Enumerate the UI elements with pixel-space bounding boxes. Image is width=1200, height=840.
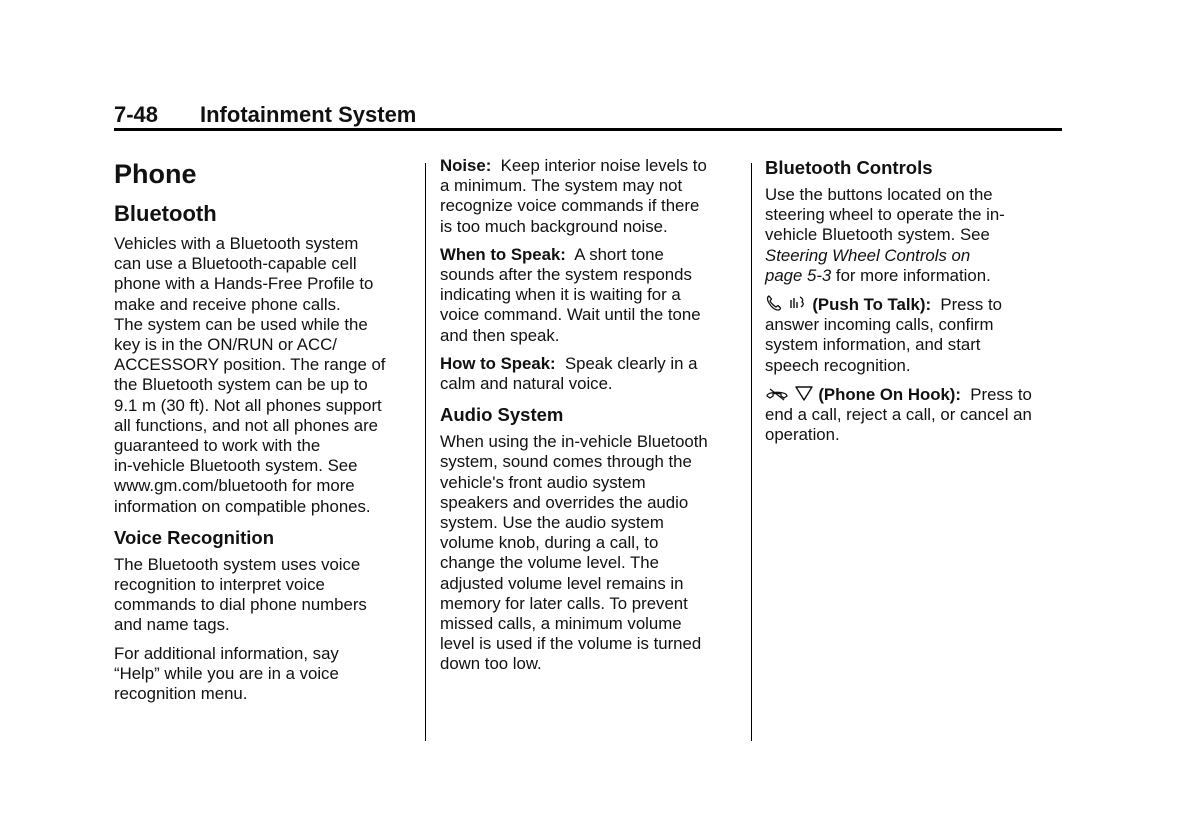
text-line: in-vehicle Bluetooth system. See <box>114 456 358 476</box>
bluetooth-controls-heading: Bluetooth Controls <box>765 157 933 178</box>
text-line: system information, and start <box>765 335 981 355</box>
when-to-speak-paragraph <box>440 245 740 346</box>
text-line: ACCESSORY position. The range of <box>114 355 386 375</box>
text-line: all functions, and not all phones are <box>114 415 379 435</box>
text-line: memory for later calls. To prevent <box>440 593 688 613</box>
text-line: system. Use the audio system <box>440 513 664 533</box>
bluetooth-intro <box>114 234 414 517</box>
text-line: speech recognition. <box>765 355 911 375</box>
text-line: “Help” while you are in a voice <box>114 663 339 683</box>
text-line: The system can be used while the <box>114 314 368 334</box>
when-to-speak-label: When to Speak: <box>440 244 566 264</box>
voice-recognition-paragraph-2 <box>114 644 414 705</box>
text-line: Speak clearly in a <box>564 353 698 373</box>
column-2 <box>440 156 740 683</box>
text-line: The Bluetooth system uses voice <box>114 554 361 574</box>
text-line: answer incoming calls, confirm <box>765 315 994 335</box>
audio-system-heading: Audio System <box>440 404 564 426</box>
text-line: commands to dial phone numbers <box>114 595 367 615</box>
text-line: make and receive phone calls. <box>114 294 341 314</box>
phone-on-hook-label: (Phone On Hook): <box>818 384 961 404</box>
text-line: recognition to interpret voice <box>114 575 325 595</box>
column-1 <box>114 156 414 712</box>
noise-paragraph <box>440 156 740 237</box>
text-line: Use the buttons located on the <box>765 185 993 204</box>
text-line: Keep interior noise levels to <box>500 156 707 175</box>
text-line: speakers and overrides the audio <box>440 492 689 512</box>
how-to-speak-label: How to Speak: <box>440 353 556 373</box>
text-line: recognize voice commands if there <box>440 196 700 216</box>
text-line: a minimum. The system may not <box>440 176 683 196</box>
text-line: end a call, reject a call, or cancel an <box>765 405 1032 425</box>
column-divider-1 <box>425 163 426 741</box>
text-line: level is used if the volume is turned <box>440 634 702 654</box>
text-line: steering wheel to operate the in- <box>765 205 1005 225</box>
audio-system-paragraph <box>440 432 740 674</box>
text-line: down too low. <box>440 654 542 674</box>
down-triangle-icon <box>794 384 814 402</box>
how-to-speak-paragraph <box>440 354 740 394</box>
text-line: and then speak. <box>440 325 560 345</box>
header-rule <box>114 128 1062 131</box>
text-line: 9.1 m (30 ft). Not all phones support <box>114 395 382 415</box>
bluetooth-heading: Bluetooth <box>114 201 217 226</box>
push-to-talk-paragraph <box>765 294 1065 376</box>
voice-speak-icon <box>788 294 808 312</box>
column-divider-2 <box>751 163 752 741</box>
section-title: Infotainment System <box>200 102 417 127</box>
voice-recognition-heading: Voice Recognition <box>114 526 275 548</box>
text-line: vehicle Bluetooth system. See <box>765 225 990 245</box>
text-line: adjusted volume level remains in <box>440 573 684 593</box>
bluetooth-controls-paragraph <box>765 185 1065 286</box>
page-header <box>114 101 1062 129</box>
text-line: recognition menu. <box>114 684 248 704</box>
text-line: key is in the ON/RUN or ACC/ <box>114 335 337 355</box>
column-3 <box>765 156 1065 453</box>
phone-handset-icon <box>765 294 783 312</box>
text-line: guaranteed to work with the <box>114 436 321 456</box>
text-line: change the volume level. The <box>440 553 659 573</box>
text-line: for more information. <box>831 265 991 285</box>
text-line: system, sound comes through the <box>440 452 692 472</box>
voice-recognition-paragraph-1 <box>114 555 414 636</box>
text-line: www.gm.com/bluetooth for more <box>114 476 355 496</box>
text-line: vehicle's front audio system <box>440 472 646 492</box>
page-number: 7-48 <box>114 102 159 127</box>
cross-reference-link[interactable]: Steering Wheel Controls on <box>765 245 971 265</box>
text-line: A short tone <box>574 244 664 264</box>
noise-label: Noise: <box>440 156 492 175</box>
text-line: operation. <box>765 425 840 445</box>
text-line: calm and natural voice. <box>440 374 613 394</box>
text-line: is too much background noise. <box>440 216 668 236</box>
text-line: phone with a Hands-Free Profile to <box>114 274 374 294</box>
text-line: For additional information, say <box>114 643 339 663</box>
text-line: Press to <box>970 384 1032 404</box>
text-line: can use a Bluetooth-capable cell <box>114 254 357 274</box>
text-line: Vehicles with a Bluetooth system <box>114 234 359 253</box>
text-line: volume knob, during a call, to <box>440 533 659 553</box>
text-line: voice command. Wait until the tone <box>440 305 701 325</box>
text-line: information on compatible phones. <box>114 496 371 516</box>
text-line: Press to <box>940 295 1002 315</box>
cross-reference-page[interactable]: page 5-3 <box>765 265 832 285</box>
text-line: and name tags. <box>114 615 230 635</box>
text-line: sounds after the system responds <box>440 265 692 285</box>
text-line: When using the in-vehicle Bluetooth <box>440 432 708 452</box>
text-line: indicating when it is waiting for a <box>440 285 681 305</box>
text-line: the Bluetooth system can be up to <box>114 375 368 395</box>
text-line: missed calls, a minimum volume <box>440 614 682 634</box>
page-title: Phone <box>114 159 197 189</box>
hang-up-icon <box>765 386 789 402</box>
push-to-talk-label: (Push To Talk): <box>812 295 932 315</box>
phone-on-hook-paragraph <box>765 384 1065 446</box>
